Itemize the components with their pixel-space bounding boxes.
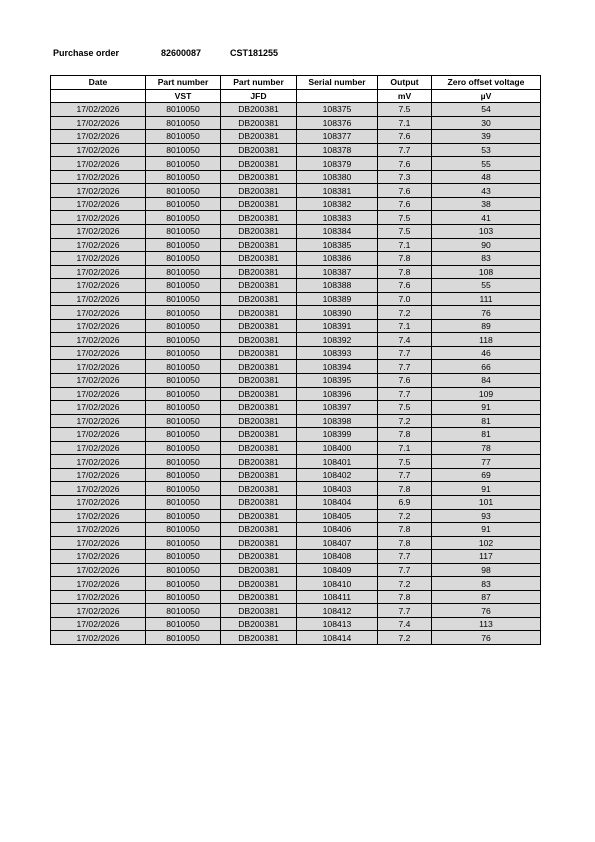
header-part-number-jfd: Part number [221,76,297,90]
cell-serial-number: 108379 [297,157,378,171]
table-row [51,374,541,388]
cell-part-number-vst: 8010050 [146,455,221,469]
cell-date: 17/02/2026 [51,414,146,428]
cell-part-number-vst: 8010050 [146,292,221,306]
cell-date: 17/02/2026 [51,265,146,279]
cell-part-number-jfd: DB200381 [221,170,297,184]
subheader-zero-offset-unit: µV [432,89,541,103]
table-row [51,103,541,117]
table-row [51,306,541,320]
cell-part-number-jfd: DB200381 [221,143,297,157]
cell-serial-number: 108407 [297,536,378,550]
cell-serial-number: 108390 [297,306,378,320]
cell-part-number-vst: 8010050 [146,550,221,564]
cell-zero-offset: 91 [432,401,541,415]
cell-date: 17/02/2026 [51,509,146,523]
table-row [51,401,541,415]
cell-date: 17/02/2026 [51,617,146,631]
cell-zero-offset: 91 [432,523,541,537]
cell-serial-number: 108405 [297,509,378,523]
cell-output: 7.8 [378,536,432,550]
cell-part-number-jfd: DB200381 [221,617,297,631]
cell-serial-number: 108389 [297,292,378,306]
cell-part-number-jfd: DB200381 [221,360,297,374]
cell-date: 17/02/2026 [51,401,146,415]
cell-output: 7.8 [378,523,432,537]
cell-serial-number: 108411 [297,590,378,604]
cell-part-number-vst: 8010050 [146,374,221,388]
cell-zero-offset: 101 [432,495,541,509]
table-subheader-row [51,89,541,103]
cell-output: 7.2 [378,414,432,428]
cell-part-number-vst: 8010050 [146,523,221,537]
table-row [51,455,541,469]
cell-output: 6.9 [378,495,432,509]
cell-part-number-jfd: DB200381 [221,428,297,442]
cell-output: 7.7 [378,387,432,401]
cell-date: 17/02/2026 [51,103,146,117]
cell-output: 7.2 [378,509,432,523]
cell-output: 7.8 [378,428,432,442]
subheader-vst: VST [146,89,221,103]
cell-part-number-jfd: DB200381 [221,577,297,591]
table-row [51,536,541,550]
cell-part-number-vst: 8010050 [146,482,221,496]
cell-output: 7.3 [378,170,432,184]
cell-part-number-jfd: DB200381 [221,306,297,320]
cell-output: 7.7 [378,550,432,564]
cell-part-number-vst: 8010050 [146,103,221,117]
cell-serial-number: 108381 [297,184,378,198]
cell-part-number-jfd: DB200381 [221,509,297,523]
table-row [51,346,541,360]
cell-zero-offset: 53 [432,143,541,157]
cell-date: 17/02/2026 [51,631,146,645]
cell-output: 7.1 [378,319,432,333]
cell-zero-offset: 117 [432,550,541,564]
cell-serial-number: 108385 [297,238,378,252]
cell-zero-offset: 48 [432,170,541,184]
header-zero-offset-voltage: Zero offset voltage [432,76,541,90]
cell-part-number-jfd: DB200381 [221,130,297,144]
table-row [51,441,541,455]
calibration-table [50,75,541,645]
cell-serial-number: 108406 [297,523,378,537]
cell-part-number-vst: 8010050 [146,414,221,428]
cell-output: 7.4 [378,617,432,631]
cell-date: 17/02/2026 [51,482,146,496]
cell-part-number-vst: 8010050 [146,468,221,482]
cell-zero-offset: 87 [432,590,541,604]
table-row [51,509,541,523]
cell-date: 17/02/2026 [51,292,146,306]
cell-part-number-vst: 8010050 [146,509,221,523]
cell-part-number-vst: 8010050 [146,590,221,604]
header-part-number-vst: Part number [146,76,221,90]
cell-part-number-vst: 8010050 [146,577,221,591]
table-row [51,265,541,279]
cell-part-number-vst: 8010050 [146,197,221,211]
table-row [51,387,541,401]
table-row [51,428,541,442]
cell-serial-number: 108413 [297,617,378,631]
cell-zero-offset: 83 [432,252,541,266]
cell-part-number-jfd: DB200381 [221,292,297,306]
cell-zero-offset: 81 [432,428,541,442]
cell-part-number-jfd: DB200381 [221,157,297,171]
table-row [51,333,541,347]
cell-zero-offset: 43 [432,184,541,198]
cell-part-number-vst: 8010050 [146,130,221,144]
cell-zero-offset: 103 [432,225,541,239]
cell-part-number-vst: 8010050 [146,604,221,618]
cell-part-number-jfd: DB200381 [221,495,297,509]
cell-output: 7.1 [378,116,432,130]
cell-date: 17/02/2026 [51,306,146,320]
cell-output: 7.6 [378,157,432,171]
cell-zero-offset: 54 [432,103,541,117]
cell-zero-offset: 98 [432,563,541,577]
cell-part-number-vst: 8010050 [146,279,221,293]
cell-serial-number: 108397 [297,401,378,415]
cell-part-number-jfd: DB200381 [221,211,297,225]
cell-output: 7.7 [378,360,432,374]
cell-part-number-vst: 8010050 [146,563,221,577]
subheader-jfd: JFD [221,89,297,103]
table-row [51,143,541,157]
cell-part-number-vst: 8010050 [146,401,221,415]
cell-part-number-jfd: DB200381 [221,414,297,428]
cell-output: 7.6 [378,184,432,198]
cell-date: 17/02/2026 [51,184,146,198]
cell-output: 7.1 [378,238,432,252]
cell-date: 17/02/2026 [51,143,146,157]
cell-zero-offset: 113 [432,617,541,631]
cell-output: 7.2 [378,577,432,591]
cell-serial-number: 108380 [297,170,378,184]
cell-zero-offset: 69 [432,468,541,482]
purchase-order-reference: CST181255 [230,48,279,58]
cell-date: 17/02/2026 [51,577,146,591]
cell-zero-offset: 91 [432,482,541,496]
cell-date: 17/02/2026 [51,604,146,618]
table-row [51,211,541,225]
cell-part-number-vst: 8010050 [146,387,221,401]
header-serial-number: Serial number [297,76,378,90]
cell-part-number-vst: 8010050 [146,428,221,442]
cell-serial-number: 108409 [297,563,378,577]
cell-date: 17/02/2026 [51,536,146,550]
cell-serial-number: 108382 [297,197,378,211]
cell-output: 7.5 [378,401,432,415]
cell-part-number-vst: 8010050 [146,157,221,171]
cell-output: 7.8 [378,590,432,604]
cell-zero-offset: 89 [432,319,541,333]
table-header-row [51,76,541,90]
cell-part-number-vst: 8010050 [146,252,221,266]
cell-zero-offset: 76 [432,306,541,320]
subheader-output-unit: mV [378,89,432,103]
cell-serial-number: 108387 [297,265,378,279]
cell-date: 17/02/2026 [51,563,146,577]
cell-part-number-vst: 8010050 [146,333,221,347]
cell-serial-number: 108393 [297,346,378,360]
cell-part-number-vst: 8010050 [146,441,221,455]
table-row [51,238,541,252]
cell-zero-offset: 108 [432,265,541,279]
cell-zero-offset: 83 [432,577,541,591]
header-output: Output [378,76,432,90]
cell-date: 17/02/2026 [51,441,146,455]
cell-zero-offset: 77 [432,455,541,469]
cell-zero-offset: 109 [432,387,541,401]
cell-part-number-jfd: DB200381 [221,468,297,482]
cell-part-number-jfd: DB200381 [221,441,297,455]
cell-date: 17/02/2026 [51,550,146,564]
cell-serial-number: 108386 [297,252,378,266]
cell-date: 17/02/2026 [51,455,146,469]
cell-part-number-jfd: DB200381 [221,550,297,564]
table-row [51,482,541,496]
cell-serial-number: 108392 [297,333,378,347]
cell-serial-number: 108391 [297,319,378,333]
cell-serial-number: 108376 [297,116,378,130]
cell-part-number-jfd: DB200381 [221,482,297,496]
subheader-serial [297,89,378,103]
table-row [51,252,541,266]
table-row [51,604,541,618]
cell-part-number-vst: 8010050 [146,306,221,320]
cell-zero-offset: 41 [432,211,541,225]
cell-zero-offset: 102 [432,536,541,550]
table-row [51,360,541,374]
cell-output: 7.2 [378,306,432,320]
table-body [51,103,541,645]
purchase-order-label: Purchase order [53,48,120,58]
cell-zero-offset: 55 [432,279,541,293]
cell-output: 7.5 [378,211,432,225]
cell-date: 17/02/2026 [51,468,146,482]
cell-zero-offset: 118 [432,333,541,347]
table-row [51,184,541,198]
cell-zero-offset: 46 [432,346,541,360]
cell-date: 17/02/2026 [51,319,146,333]
subheader-date [51,89,146,103]
cell-zero-offset: 84 [432,374,541,388]
cell-output: 7.7 [378,604,432,618]
header-date: Date [51,76,146,90]
cell-part-number-vst: 8010050 [146,211,221,225]
cell-serial-number: 108401 [297,455,378,469]
table-row [51,157,541,171]
cell-output: 7.7 [378,563,432,577]
cell-part-number-jfd: DB200381 [221,590,297,604]
table-row [51,495,541,509]
table-row [51,197,541,211]
table-row [51,292,541,306]
cell-part-number-vst: 8010050 [146,495,221,509]
cell-output: 7.8 [378,252,432,266]
cell-output: 7.7 [378,143,432,157]
cell-serial-number: 108388 [297,279,378,293]
cell-serial-number: 108412 [297,604,378,618]
cell-serial-number: 108399 [297,428,378,442]
cell-date: 17/02/2026 [51,387,146,401]
cell-zero-offset: 76 [432,631,541,645]
table-row [51,550,541,564]
table-row [51,414,541,428]
cell-part-number-vst: 8010050 [146,184,221,198]
cell-serial-number: 108398 [297,414,378,428]
cell-output: 7.5 [378,455,432,469]
cell-date: 17/02/2026 [51,428,146,442]
cell-date: 17/02/2026 [51,590,146,604]
cell-output: 7.7 [378,346,432,360]
table-row [51,130,541,144]
cell-output: 7.6 [378,197,432,211]
cell-part-number-vst: 8010050 [146,536,221,550]
cell-part-number-jfd: DB200381 [221,279,297,293]
cell-zero-offset: 93 [432,509,541,523]
cell-part-number-vst: 8010050 [146,617,221,631]
cell-output: 7.8 [378,265,432,279]
cell-part-number-jfd: DB200381 [221,238,297,252]
cell-date: 17/02/2026 [51,279,146,293]
cell-zero-offset: 39 [432,130,541,144]
cell-date: 17/02/2026 [51,333,146,347]
cell-serial-number: 108408 [297,550,378,564]
cell-part-number-vst: 8010050 [146,238,221,252]
cell-part-number-jfd: DB200381 [221,401,297,415]
cell-date: 17/02/2026 [51,346,146,360]
cell-zero-offset: 111 [432,292,541,306]
cell-part-number-jfd: DB200381 [221,265,297,279]
table-row [51,563,541,577]
cell-part-number-vst: 8010050 [146,631,221,645]
table-row [51,319,541,333]
cell-zero-offset: 90 [432,238,541,252]
cell-serial-number: 108404 [297,495,378,509]
cell-part-number-jfd: DB200381 [221,604,297,618]
cell-part-number-jfd: DB200381 [221,631,297,645]
table-row [51,116,541,130]
table-row [51,225,541,239]
cell-output: 7.6 [378,279,432,293]
cell-date: 17/02/2026 [51,170,146,184]
cell-part-number-jfd: DB200381 [221,197,297,211]
cell-output: 7.0 [378,292,432,306]
cell-serial-number: 108395 [297,374,378,388]
cell-serial-number: 108377 [297,130,378,144]
cell-part-number-jfd: DB200381 [221,116,297,130]
cell-part-number-vst: 8010050 [146,346,221,360]
cell-part-number-jfd: DB200381 [221,523,297,537]
table-row [51,279,541,293]
cell-part-number-vst: 8010050 [146,319,221,333]
cell-part-number-jfd: DB200381 [221,103,297,117]
table-row [51,590,541,604]
cell-date: 17/02/2026 [51,130,146,144]
cell-part-number-vst: 8010050 [146,360,221,374]
cell-part-number-vst: 8010050 [146,116,221,130]
cell-part-number-jfd: DB200381 [221,374,297,388]
cell-serial-number: 108410 [297,577,378,591]
cell-part-number-vst: 8010050 [146,225,221,239]
cell-date: 17/02/2026 [51,197,146,211]
cell-output: 7.6 [378,130,432,144]
cell-zero-offset: 55 [432,157,541,171]
cell-serial-number: 108384 [297,225,378,239]
cell-part-number-jfd: DB200381 [221,563,297,577]
cell-output: 7.7 [378,468,432,482]
table-row [51,468,541,482]
cell-serial-number: 108400 [297,441,378,455]
cell-date: 17/02/2026 [51,495,146,509]
cell-zero-offset: 78 [432,441,541,455]
cell-date: 17/02/2026 [51,523,146,537]
cell-date: 17/02/2026 [51,116,146,130]
cell-date: 17/02/2026 [51,157,146,171]
cell-date: 17/02/2026 [51,238,146,252]
cell-part-number-jfd: DB200381 [221,346,297,360]
cell-serial-number: 108383 [297,211,378,225]
table-row [51,523,541,537]
cell-serial-number: 108378 [297,143,378,157]
cell-date: 17/02/2026 [51,374,146,388]
cell-part-number-vst: 8010050 [146,143,221,157]
cell-part-number-vst: 8010050 [146,170,221,184]
cell-date: 17/02/2026 [51,252,146,266]
cell-serial-number: 108414 [297,631,378,645]
cell-output: 7.4 [378,333,432,347]
cell-part-number-jfd: DB200381 [221,252,297,266]
cell-zero-offset: 81 [432,414,541,428]
cell-output: 7.6 [378,374,432,388]
cell-zero-offset: 38 [432,197,541,211]
cell-output: 7.8 [378,482,432,496]
table-row [51,170,541,184]
table-row [51,631,541,645]
cell-date: 17/02/2026 [51,225,146,239]
cell-part-number-jfd: DB200381 [221,333,297,347]
cell-output: 7.5 [378,103,432,117]
table-row [51,617,541,631]
cell-part-number-jfd: DB200381 [221,536,297,550]
cell-part-number-jfd: DB200381 [221,455,297,469]
cell-part-number-jfd: DB200381 [221,319,297,333]
cell-zero-offset: 76 [432,604,541,618]
cell-output: 7.2 [378,631,432,645]
purchase-order-number: 82600087 [161,48,202,58]
cell-part-number-jfd: DB200381 [221,184,297,198]
cell-part-number-vst: 8010050 [146,265,221,279]
cell-zero-offset: 30 [432,116,541,130]
cell-output: 7.5 [378,225,432,239]
cell-serial-number: 108403 [297,482,378,496]
table-row [51,577,541,591]
cell-serial-number: 108394 [297,360,378,374]
cell-date: 17/02/2026 [51,211,146,225]
cell-zero-offset: 66 [432,360,541,374]
cell-serial-number: 108402 [297,468,378,482]
cell-output: 7.1 [378,441,432,455]
cell-date: 17/02/2026 [51,360,146,374]
cell-serial-number: 108375 [297,103,378,117]
cell-serial-number: 108396 [297,387,378,401]
cell-part-number-jfd: DB200381 [221,387,297,401]
cell-part-number-jfd: DB200381 [221,225,297,239]
